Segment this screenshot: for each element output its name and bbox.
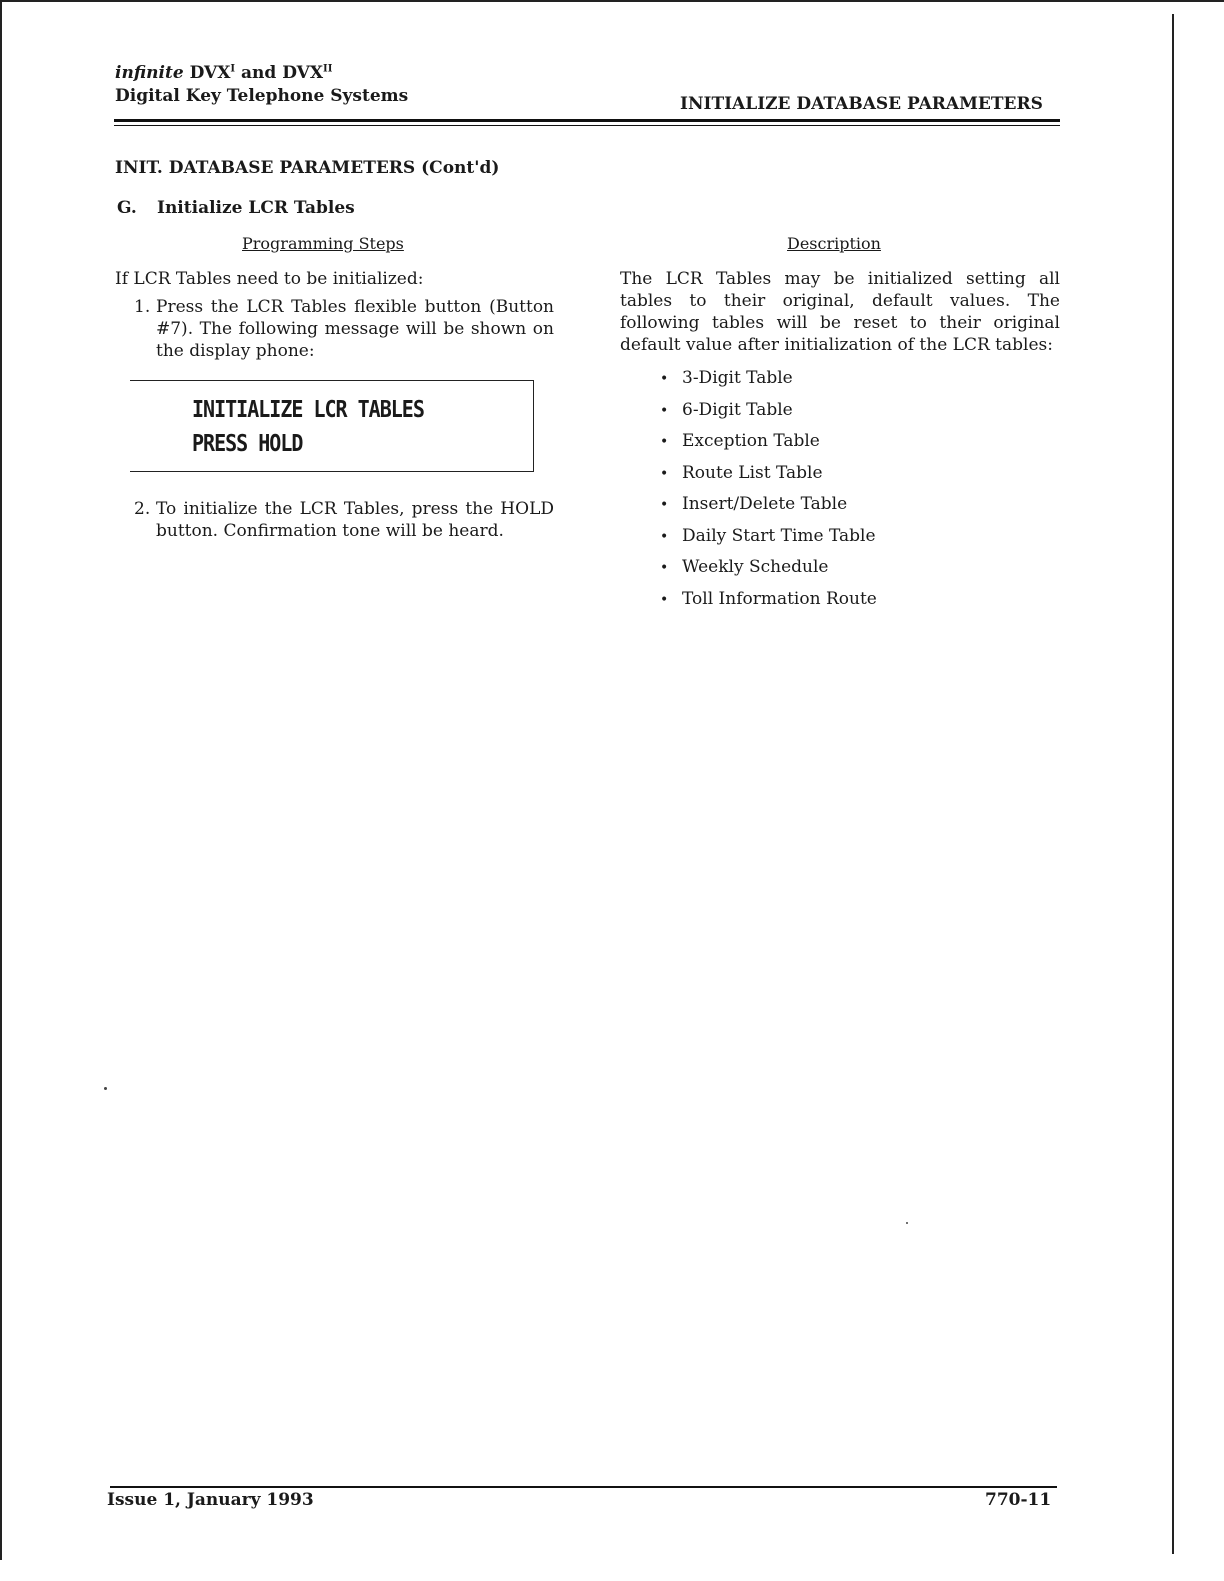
- reset-tables-list: [660, 366, 877, 618]
- bullet-icon: •: [660, 528, 669, 545]
- page-number: 770-11: [985, 1490, 1052, 1510]
- product-sup-2: II: [323, 63, 333, 75]
- description-heading: Description: [787, 234, 881, 253]
- section-title: INIT. DATABASE PARAMETERS (Cont'd): [115, 158, 500, 178]
- header-rule-thin: [114, 125, 1060, 126]
- bullet-icon: •: [660, 497, 669, 513]
- scan-speck: [906, 1222, 908, 1224]
- product-sup-1: I: [230, 63, 236, 75]
- product-line: [115, 62, 408, 85]
- bullet-icon: •: [660, 591, 669, 608]
- list-item: • Route List Table: [660, 461, 877, 493]
- step-1: [134, 296, 554, 362]
- running-header-right: INITIALIZE DATABASE PARAMETERS: [680, 94, 1043, 114]
- bullet-icon: •: [660, 465, 669, 482]
- list-item: • Daily Start Time Table: [660, 524, 877, 556]
- step-text: Press the LCR Tables flexible button (Button #7). The following message will be shown on the display phone:: [156, 297, 554, 361]
- product-name-2: and DVX: [241, 63, 324, 83]
- display-line-2: PRESS HOLD: [192, 429, 303, 457]
- running-header-left: [115, 62, 408, 108]
- display-line-1: INITIALIZE LCR TABLES: [192, 395, 424, 423]
- list-item: • Toll Information Route: [660, 587, 877, 619]
- step-2: [134, 498, 554, 542]
- list-item: • Weekly Schedule: [660, 555, 877, 587]
- subsection-name: Initialize LCR Tables: [157, 198, 355, 218]
- programming-steps-heading: Programming Steps: [242, 234, 404, 253]
- brand-name: infinite: [115, 63, 184, 83]
- bullet-icon: •: [660, 560, 669, 576]
- page-border-left: [0, 0, 2, 1560]
- list-item: • 3-Digit Table: [660, 366, 877, 398]
- step-number: 1.: [134, 297, 151, 317]
- product-subtitle: Digital Key Telephone Systems: [115, 85, 409, 106]
- footer-rule: [110, 1486, 1057, 1488]
- bullet-icon: •: [660, 402, 669, 419]
- issue-date: Issue 1, January 1993: [107, 1490, 314, 1510]
- bullet-icon: •: [660, 371, 669, 387]
- subsection-title: [117, 198, 355, 218]
- subsection-letter: G.: [117, 198, 137, 218]
- step-number: 2.: [134, 499, 151, 519]
- bullet-icon: •: [660, 434, 669, 450]
- page-border-top: [0, 0, 1224, 2]
- header-rule-thick: [114, 119, 1060, 122]
- description-text: The LCR Tables may be initialized setting all tables to their original, default values. The following tables will be reset to their original default value after initialization of the LCR tables:: [620, 269, 1060, 355]
- programming-intro: If LCR Tables need to be initialized:: [115, 269, 424, 289]
- list-item: • 6-Digit Table: [660, 398, 877, 430]
- list-item: • Insert/Delete Table: [660, 492, 877, 524]
- product-name: DVX: [189, 63, 231, 83]
- scan-speck: [104, 1087, 107, 1090]
- step-text: To initialize the LCR Tables, press the HOLD button. Confirmation tone will be heard.: [156, 499, 554, 541]
- display-phone-message: [130, 380, 534, 472]
- page-border-right: [1172, 14, 1174, 1554]
- list-item: • Exception Table: [660, 429, 877, 461]
